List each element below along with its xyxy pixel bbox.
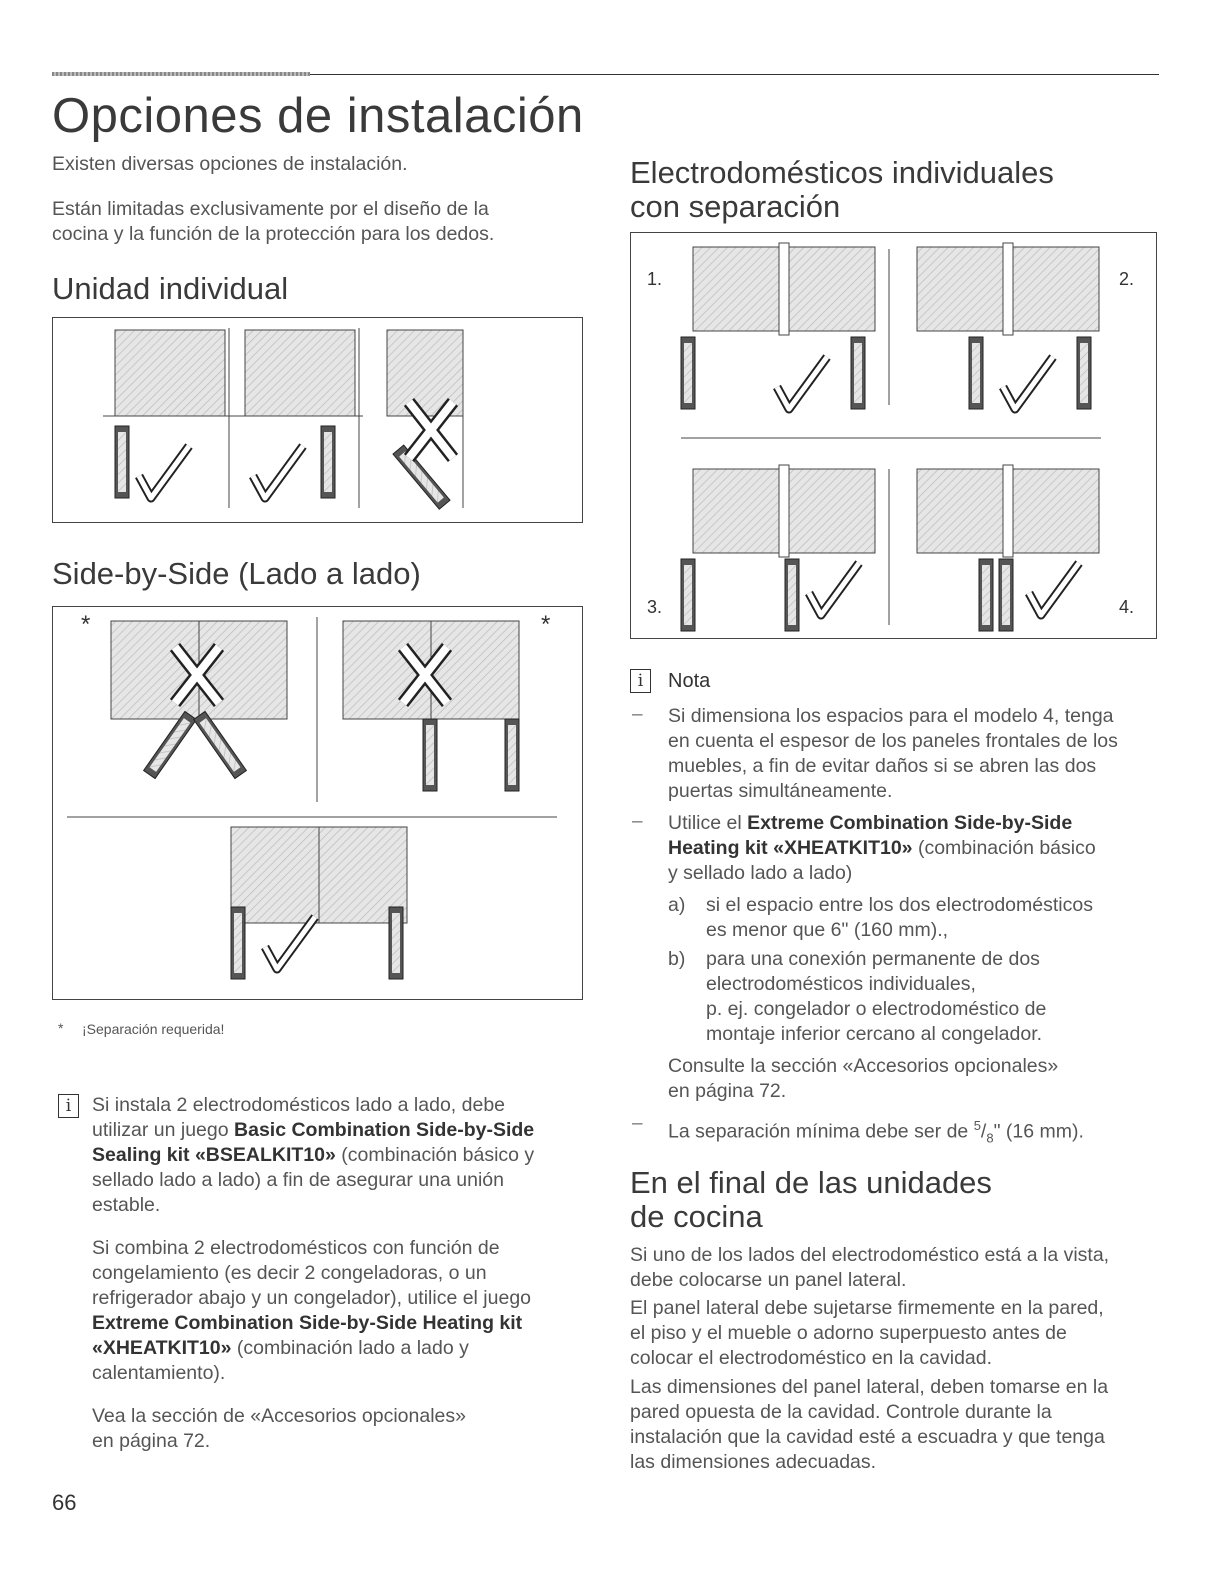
nota-b1-l4: puertas simultáneamente.: [668, 780, 893, 802]
single-unit-panel-2: [233, 330, 363, 498]
nota-a-l1: si el espacio entre los dos electrodomésticos: [706, 894, 1093, 916]
figure-single-unit: [52, 317, 583, 523]
sbs-p2-l6: calentamiento).: [92, 1362, 226, 1384]
nota-b1-l1: Si dimensiona los espacios para el modelo 4, tenga: [668, 705, 1114, 727]
sbs-p2-l3: refrigerador abajo y un congelador), utilice el juego: [92, 1287, 532, 1309]
heading-unidad-individual: Unidad individual: [52, 271, 289, 306]
nota-b3-b: " (16 mm).: [993, 1120, 1084, 1143]
separate-panel-4: [917, 465, 1099, 631]
sbs-panel-top-left: [111, 621, 287, 779]
end-p3-l3: instalación que la cavidad esté a escuadra y que tenga: [630, 1426, 1105, 1448]
nota-info-icon: i: [630, 669, 651, 693]
sbs-panel-top-right: [343, 621, 519, 791]
sbs-p2-l5a: «XHEATKIT10»: [92, 1337, 232, 1359]
nota-b2-l2a: Heating kit «XHEATKIT10»: [668, 837, 913, 859]
nota-b-l4: montaje inferior cercano al congelador.: [706, 1023, 1043, 1045]
end-p2-l1: El panel lateral debe sujetarse firmemente en la pared,: [630, 1297, 1104, 1319]
nota-dash-1: –: [632, 704, 643, 725]
nota-b2-l1b: Extreme Combination Side-by-Side: [747, 812, 1073, 834]
nota-b2-l1a: Utilice el: [668, 812, 748, 834]
sbs-p1-l3b: (combinación básico y: [335, 1144, 535, 1166]
nota-b2-l3: y sellado lado a lado): [668, 862, 853, 884]
nota-a-label: a): [668, 894, 686, 916]
sbs-p2-l2: congelamiento (es decir 2 congeladoras, o un: [92, 1262, 487, 1284]
nota-b3-slash: /: [980, 1120, 987, 1143]
nota-a-l2: es menor que 6" (160 mm).,: [706, 919, 949, 941]
figure-side-by-side: [52, 606, 583, 1000]
fig-label-3: 3.: [647, 597, 663, 617]
nota-c-l1: Consulte la sección «Accesorios opcionales»: [668, 1055, 1059, 1077]
page-title: Opciones de instalación: [52, 89, 584, 143]
nota-b2-l2b: (combinación básico: [912, 837, 1096, 859]
info-icon: i: [58, 1094, 79, 1118]
footnote-separacion: ¡Separación requerida!: [82, 1021, 225, 1037]
figure-separate: [630, 232, 1157, 639]
separate-panel-3: [681, 465, 875, 631]
sbs-p2-l5: [92, 1336, 469, 1361]
fig-label-1: 1.: [647, 269, 663, 289]
sbs-p1-l5: estable.: [92, 1194, 161, 1216]
end-p1-l2: debe colocarse un panel lateral.: [630, 1269, 907, 1291]
end-p3-l2: pared opuesta de la cavidad. Controle durante la: [630, 1401, 1052, 1423]
nota-b2-l1: [668, 811, 1072, 836]
asterisk-right: *: [541, 611, 551, 638]
sbs-p1-l3a: Sealing kit «BSEALKIT10»: [92, 1144, 336, 1166]
nota-b-label: b): [668, 948, 686, 970]
sbs-p2-l4-bold: Extreme Combination Side-by-Side Heating kit: [92, 1312, 523, 1334]
sbs-p2-l5b: (combinación lado a lado y: [231, 1337, 469, 1359]
separate-panel-1: [681, 243, 875, 409]
sbs-p1-l4: sellado lado a lado) a fin de asegurar una unión: [92, 1169, 504, 1191]
nota-dash-2: –: [632, 811, 643, 832]
heading-side-by-side: Side-by-Side (Lado a lado): [52, 556, 421, 591]
top-rule: [52, 72, 1159, 76]
nota-dash-3: –: [632, 1113, 643, 1134]
end-p3-l1: Las dimensiones del panel lateral, deben tomarse en la: [630, 1376, 1109, 1398]
fig-label-4: 4.: [1119, 597, 1135, 617]
heading-separate-l1: Electrodomésticos individuales: [630, 155, 1054, 190]
end-p2-l3: colocar el electrodoméstico en la cavidad.: [630, 1347, 993, 1369]
nota-b3: [668, 1113, 1084, 1150]
sbs-p2-l1: Si combina 2 electrodomésticos con función de: [92, 1237, 500, 1259]
sbs-p3-l1: Vea la sección de «Accesorios opcionales»: [92, 1405, 466, 1427]
separate-panel-2: [917, 243, 1099, 409]
sbs-p1-l2a: utilizar un juego: [92, 1119, 235, 1141]
heading-end-l1: En el final de las unidades: [630, 1165, 992, 1200]
sbs-p1-l3: [92, 1143, 534, 1168]
asterisk-left: *: [81, 611, 91, 638]
single-unit-panel-1: [103, 330, 238, 498]
intro-text-1: Existen diversas opciones de instalación.: [52, 153, 408, 175]
nota-c-l2: en página 72.: [668, 1080, 787, 1102]
end-p3-l4: las dimensiones adecuadas.: [630, 1451, 877, 1473]
single-unit-panel-3: [387, 330, 463, 509]
heading-end-l2: de cocina: [630, 1199, 763, 1234]
intro-text-2b: cocina y la función de la protección para los dedos.: [52, 223, 495, 245]
sbs-p1-l1: Si instala 2 electrodomésticos lado a lado, debe: [92, 1094, 506, 1116]
nota-b1-l3: muebles, a fin de evitar daños si se abren las dos: [668, 755, 1097, 777]
nota-b1-l2: en cuenta el espesor de los paneles frontales de los: [668, 730, 1118, 752]
sbs-p1-l2: [92, 1118, 534, 1143]
nota-b3-sub: 8: [986, 1130, 994, 1146]
nota-b2-l2: [668, 836, 1096, 861]
sbs-p2-l4: [92, 1311, 522, 1336]
page-number: 66: [52, 1490, 77, 1515]
nota-b-l3: p. ej. congelador o electrodoméstico de: [706, 998, 1047, 1020]
sbs-p1-l2b: Basic Combination Side-by-Side: [234, 1119, 535, 1141]
nota-title: Nota: [668, 670, 711, 692]
nota-b-l1: para una conexión permanente de dos: [706, 948, 1040, 970]
nota-b3-sup: 5: [973, 1118, 981, 1133]
heading-separate-l2: con separación: [630, 189, 841, 224]
sbs-panel-bottom: [231, 827, 407, 979]
nota-b3-a: La separación mínima debe ser de: [668, 1120, 974, 1143]
footnote-asterisk: *: [58, 1020, 64, 1036]
fig-label-2: 2.: [1119, 269, 1135, 289]
nota-b-l2: electrodomésticos individuales,: [706, 973, 976, 995]
intro-text-2a: Están limitadas exclusivamente por el diseño de la: [52, 198, 489, 220]
sbs-p3-l2: en página 72.: [92, 1430, 211, 1452]
end-p2-l2: el piso y el mueble o adorno superpuesto antes de: [630, 1322, 1067, 1344]
end-p1-l1: Si uno de los lados del electrodoméstico está a la vista,: [630, 1244, 1110, 1266]
